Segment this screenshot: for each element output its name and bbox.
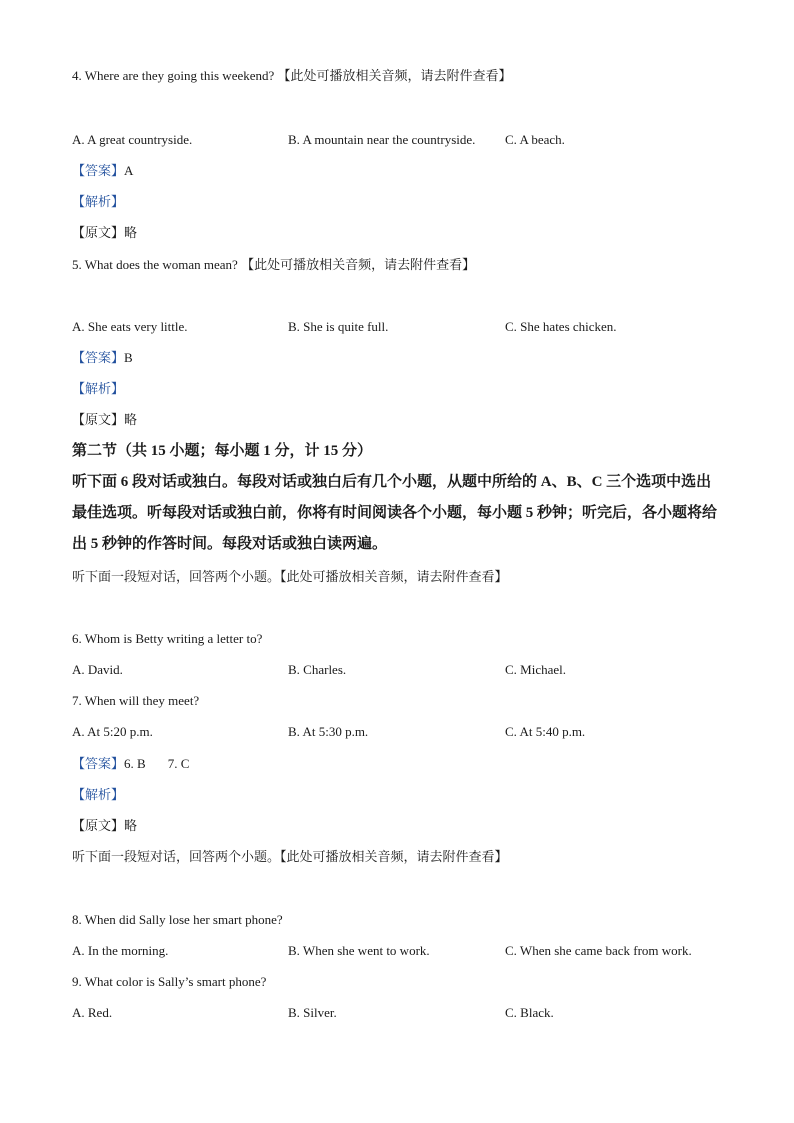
option-c: C. At 5:40 p.m. <box>505 724 586 739</box>
analysis-row <box>72 193 124 211</box>
answer-value: A <box>124 163 134 178</box>
answer-value: B <box>124 350 133 365</box>
analysis-label: 【解析】 <box>72 194 125 209</box>
section-heading: 第二节（共 15 小题；每小题 1 分，计 15 分） <box>72 443 373 459</box>
original-value: 略 <box>124 412 138 427</box>
option-a: A. David. <box>72 662 123 677</box>
question-4: 4. Where are they going this weekend? 【此处可播放相关音频，请去附件查看】 <box>72 68 512 83</box>
option-b: B. Silver. <box>288 1005 337 1020</box>
answer-label: 【答案】 <box>72 163 125 178</box>
original-value: 略 <box>124 818 138 833</box>
original-row <box>72 411 137 429</box>
option-c: C. Black. <box>505 1005 554 1020</box>
option-a: A. In the morning. <box>72 943 169 958</box>
option-b: B. When she went to work. <box>288 943 430 958</box>
dialog-intro: 听下面一段短对话，回答两个小题。【此处可播放相关音频，请去附件查看】 <box>72 569 508 584</box>
section-instructions: 听下面 6 段对话或独白。每段对话或独白后有几个小题，从题中所给的 A、B、C 三个选项中选出最佳选项。听每段对话或独白前，你将有时间阅读各个小题，每小题 5 秒钟；听完后，各小题将给出 5 秒钟的作答时间。每段对话或独白读两遍。 <box>72 474 718 552</box>
analysis-row <box>72 380 124 398</box>
option-c: C. A beach. <box>505 132 565 147</box>
option-c: C. She hates chicken. <box>505 319 617 334</box>
option-c: C. When she came back from work. <box>505 943 692 958</box>
answer-row <box>72 755 189 773</box>
original-label: 【原文】 <box>72 412 125 427</box>
option-a: A. A great countryside. <box>72 132 193 147</box>
original-label: 【原文】 <box>72 225 125 240</box>
option-a: A. At 5:20 p.m. <box>72 724 153 739</box>
original-value: 略 <box>124 225 138 240</box>
original-label: 【原文】 <box>72 818 125 833</box>
answer-row <box>72 349 133 367</box>
question-5: 5. What does the woman mean? 【此处可播放相关音频，请去附件查看】 <box>72 257 476 272</box>
option-a: A. Red. <box>72 1005 113 1020</box>
answer-value: 6. B <box>124 756 146 771</box>
option-b: B. At 5:30 p.m. <box>288 724 369 739</box>
option-b: B. A mountain near the countryside. <box>288 132 476 147</box>
option-b: B. Charles. <box>288 662 347 677</box>
analysis-row <box>72 786 124 804</box>
question-8: 8. When did Sally lose her smart phone? <box>72 912 283 927</box>
analysis-label: 【解析】 <box>72 381 125 396</box>
option-a: A. She eats very little. <box>72 319 188 334</box>
original-row <box>72 224 137 242</box>
option-b: B. She is quite full. <box>288 319 389 334</box>
question-7: 7. When will they meet? <box>72 693 200 708</box>
answer-value: 7. C <box>167 756 190 771</box>
question-9: 9. What color is Sally’s smart phone? <box>72 974 267 989</box>
original-row <box>72 817 137 835</box>
question-6: 6. Whom is Betty writing a letter to? <box>72 631 263 646</box>
dialog-intro: 听下面一段短对话，回答两个小题。【此处可播放相关音频，请去附件查看】 <box>72 849 508 864</box>
option-c: C. Michael. <box>505 662 567 677</box>
analysis-label: 【解析】 <box>72 787 125 802</box>
answer-row <box>72 162 133 180</box>
answer-label: 【答案】 <box>72 756 125 771</box>
answer-label: 【答案】 <box>72 350 125 365</box>
